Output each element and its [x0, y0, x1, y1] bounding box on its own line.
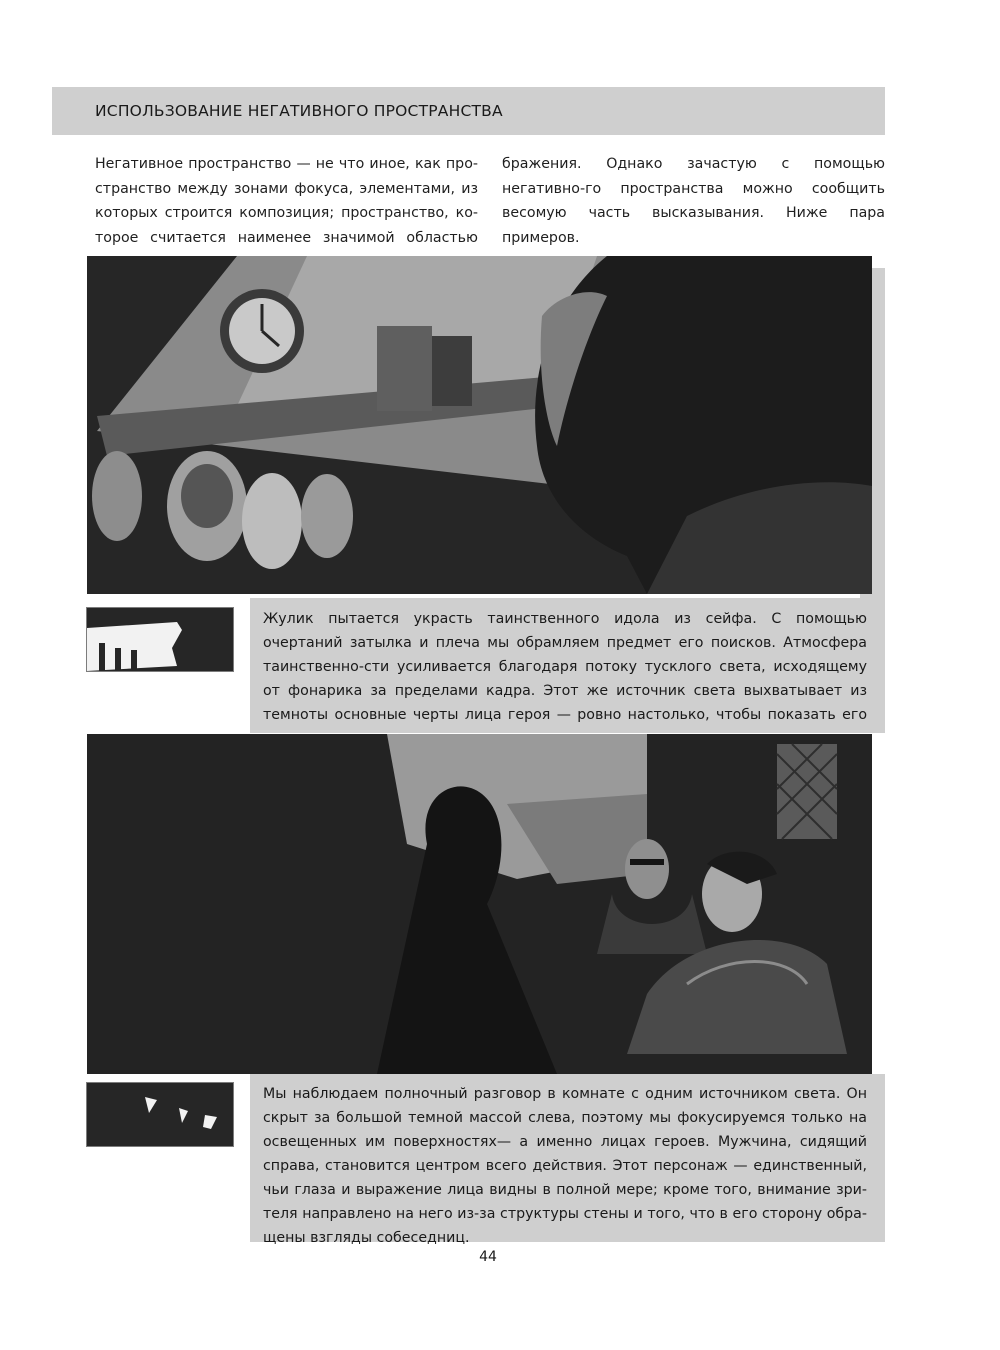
- page-number: 44: [479, 1249, 497, 1265]
- thumbnail-1-art: [87, 608, 233, 671]
- illustration-thief-safe-art: [87, 256, 872, 594]
- caption-2: Мы наблюдаем полночный разговор в комнате с одним источником света. Он скрыт за большой темной массой слева, поэтому мы фокусируемся только на освещенных им поверхностях— а именно лицах героев. Мужчина, сидящий справа, становится центром всего действия. Этот персонаж — единственный, чьи глаза и выражение лица видны в полной мере; кроме того, внимание зри-теля направлено на него из-за структуры стены и того, что в его сторону обра-щены взгляды собеседниц.: [263, 1086, 867, 1246]
- thumbnail-1: [86, 607, 234, 672]
- thumbnail-2-art: [87, 1083, 233, 1146]
- illustration-midnight-conversation: [87, 734, 872, 1074]
- illustration-midnight-conversation-art: [87, 734, 872, 1074]
- caption-1: Жулик пытается украсть таинственного идола из сейфа. С помощью очертаний затылка и плеча мы обрамляем предмет его поисков. Атмосфера таинственно-сти усиливается благодаря потоку тусклого света, исходящему от фонарика за пределами кадра. Этот же источник света выхватывает из темноты основные черты лица героя — ровно настолько, чтобы показать его: [263, 611, 867, 723]
- illustration-thief-safe: [87, 256, 872, 594]
- intro-column-right: бражения. Однако зачастую с помощью негативно-го пространства можно сообщить весомую часть высказывания. Ниже пара примеров.: [502, 156, 885, 246]
- caption-box-2: [250, 1074, 885, 1246]
- caption-box-1: [250, 598, 885, 733]
- section-title: ИСПОЛЬЗОВАНИЕ НЕГАТИВНОГО ПРОСТРАНСТВА: [95, 102, 503, 120]
- thumbnail-2: [86, 1082, 234, 1147]
- section-header: [52, 87, 885, 135]
- intro-column-left: Негативное пространство — не что иное, как про-странство между зонами фокуса, элементами, из которых строится композиция; пространство, ко-торое считается наименее значимой областью: [95, 156, 478, 246]
